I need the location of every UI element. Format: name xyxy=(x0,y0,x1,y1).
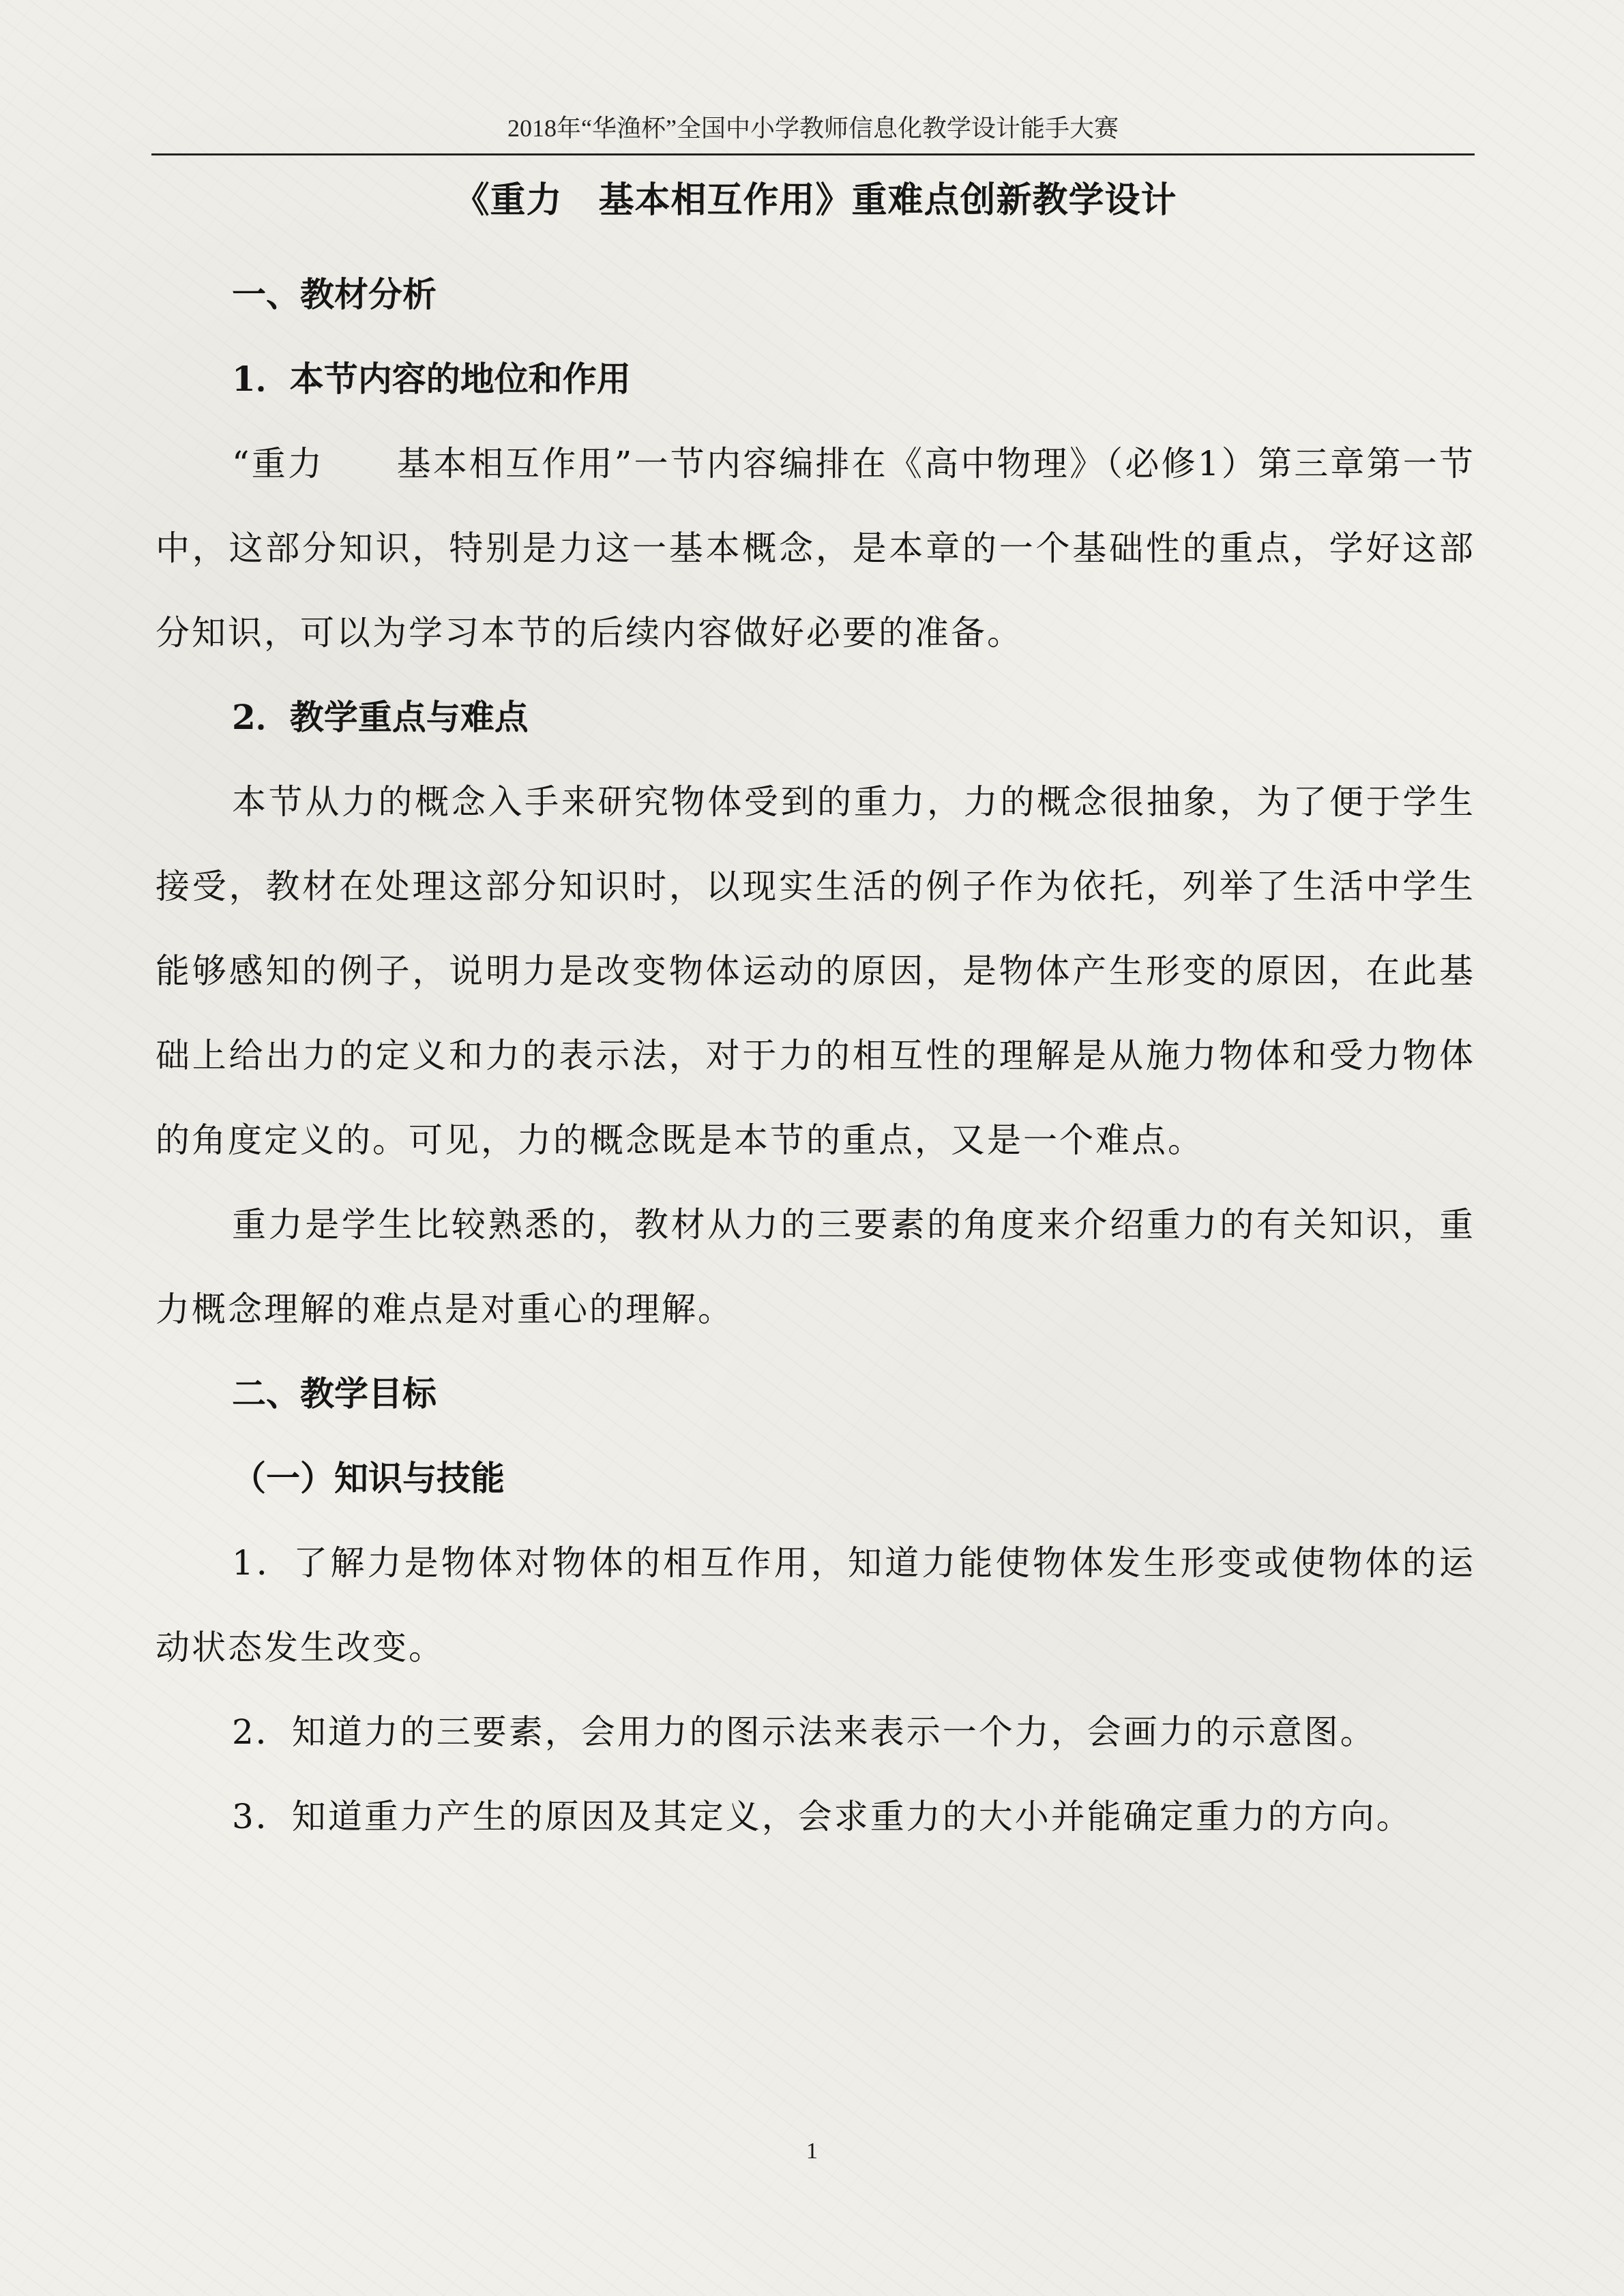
goal-item-2: 2．知道力的三要素，会用力的图示法来表示一个力，会画力的示意图。 xyxy=(232,1712,1376,1752)
page-header: 2018年“华渔杯”全国中小学教师信息化教学设计能手大赛 xyxy=(507,115,1119,142)
paragraph-key-points: 本节从力的概念入手来研究物体受到的重力，力的概念很抽象，为了便于学生接受，教材在处理这部分知识时，以现实生活的例子作为依托，列举了生活中学生能够感知的例子，说明力是改变物体运动的原因，是物体产生形变的原因，在此基础上给出力的定义和力的表示法，对于力的相互性的理解是从施力物体和受力物体的角度定义的。可见，力的概念既是本节的重点，又是一个难点。 xyxy=(156,782,1475,1160)
goal-item-1: 1．了解力是物体对物体的相互作用，知道力能使物体发生形变或使物体的运动状态发生改变。 xyxy=(156,1543,1475,1667)
document-body xyxy=(156,169,1475,1859)
goal-item-3: 3．知道重力产生的原因及其定义，会求重力的大小并能确定重力的方向。 xyxy=(232,1797,1413,1836)
subsection-heading-knowledge-skills: （一）知识与技能 xyxy=(232,1458,505,1498)
page-number: 1 xyxy=(806,2138,818,2164)
subsection-heading-position-role: 1．本节内容的地位和作用 xyxy=(232,359,631,399)
paragraph-gravity-difficulty: 重力是学生比较熟悉的，教材从力的三要素的角度来介绍重力的有关知识，重力概念理解的难点是对重心的理解。 xyxy=(156,1205,1475,1329)
section-heading-materials-analysis: 一、教材分析 xyxy=(232,274,437,314)
section-heading-teaching-goals: 二、教学目标 xyxy=(232,1373,437,1414)
header-divider xyxy=(151,153,1475,155)
paragraph-position-role: “重力 基本相互作用”一节内容编排在《高中物理》（必修1）第三章第一节中，这部分知识，特别是力这一基本概念，是本章的一个基础性的重点，学好这部分知识，可以为学习本节的后续内容做好必要的准备。 xyxy=(156,444,1475,653)
subsection-heading-key-difficult-points: 2．教学重点与难点 xyxy=(232,697,529,737)
document-title: 《重力 基本相互作用》重难点创新教学设计 xyxy=(454,179,1177,221)
